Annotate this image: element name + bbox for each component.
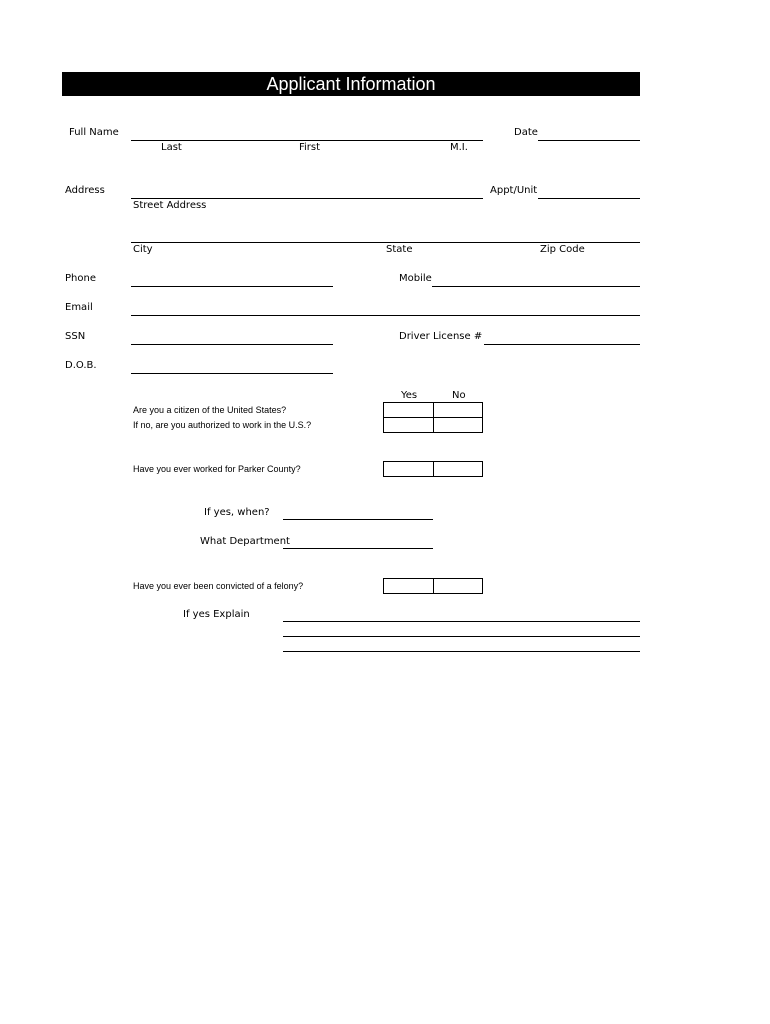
appt-unit-label: Appt/Unit	[490, 185, 538, 196]
mobile-label: Mobile	[399, 273, 432, 284]
middle-initial-caption: M.I.	[450, 142, 468, 153]
state-caption: State	[386, 244, 413, 255]
city-state-zip-field[interactable]	[131, 242, 640, 243]
dob-field[interactable]	[131, 373, 333, 374]
citizen-authorized-answer-grid	[383, 402, 483, 433]
worked-parker-answer-boxes	[383, 461, 483, 477]
explain-line-3[interactable]	[283, 651, 640, 652]
explain-line-1[interactable]	[283, 621, 640, 622]
zip-code-caption: Zip Code	[540, 244, 585, 255]
authorized-no-box[interactable]	[434, 418, 482, 432]
worked-parker-question: Have you ever worked for Parker County?	[133, 464, 301, 474]
dob-label: D.O.B.	[65, 360, 97, 371]
yes-column-header: Yes	[401, 390, 418, 401]
driver-license-field[interactable]	[484, 344, 640, 345]
what-department-field[interactable]	[283, 548, 433, 549]
authorized-question: If no, are you authorized to work in the U.S.?	[133, 420, 312, 430]
appt-unit-field[interactable]	[538, 198, 640, 199]
what-department-label: What Department	[200, 536, 290, 547]
street-address-caption: Street Address	[133, 200, 207, 211]
phone-label: Phone	[65, 273, 96, 284]
worked-parker-no-box[interactable]	[433, 462, 483, 476]
address-label: Address	[65, 185, 105, 196]
email-field[interactable]	[131, 315, 640, 316]
full-name-field[interactable]	[131, 140, 483, 141]
first-name-caption: First	[299, 142, 321, 153]
street-address-field[interactable]	[131, 198, 483, 199]
felony-answer-boxes	[383, 578, 483, 594]
ssn-label: SSN	[65, 331, 86, 342]
felony-question: Have you ever been convicted of a felony?	[133, 581, 304, 591]
if-yes-explain-label: If yes Explain	[183, 609, 250, 620]
authorized-yes-box[interactable]	[384, 418, 433, 432]
worked-parker-yes-box[interactable]	[384, 462, 433, 476]
no-column-header: No	[452, 390, 466, 401]
mobile-field[interactable]	[432, 286, 640, 287]
full-name-label: Full Name	[69, 127, 119, 138]
date-label: Date	[514, 127, 538, 138]
felony-no-box[interactable]	[433, 579, 483, 593]
explain-line-2[interactable]	[283, 636, 640, 637]
citizen-yes-box[interactable]	[384, 403, 433, 417]
driver-license-label: Driver License #	[399, 331, 483, 342]
citizen-no-box[interactable]	[434, 403, 482, 417]
felony-yes-box[interactable]	[384, 579, 433, 593]
citizen-question: Are you a citizen of the United States?	[133, 405, 287, 415]
email-label: Email	[65, 302, 93, 313]
city-caption: City	[133, 244, 153, 255]
if-yes-when-field[interactable]	[283, 519, 433, 520]
page-title: Applicant Information	[62, 72, 640, 96]
ssn-field[interactable]	[131, 344, 333, 345]
if-yes-when-label: If yes, when?	[204, 507, 270, 518]
last-name-caption: Last	[161, 142, 182, 153]
phone-field[interactable]	[131, 286, 333, 287]
date-field[interactable]	[538, 140, 640, 141]
